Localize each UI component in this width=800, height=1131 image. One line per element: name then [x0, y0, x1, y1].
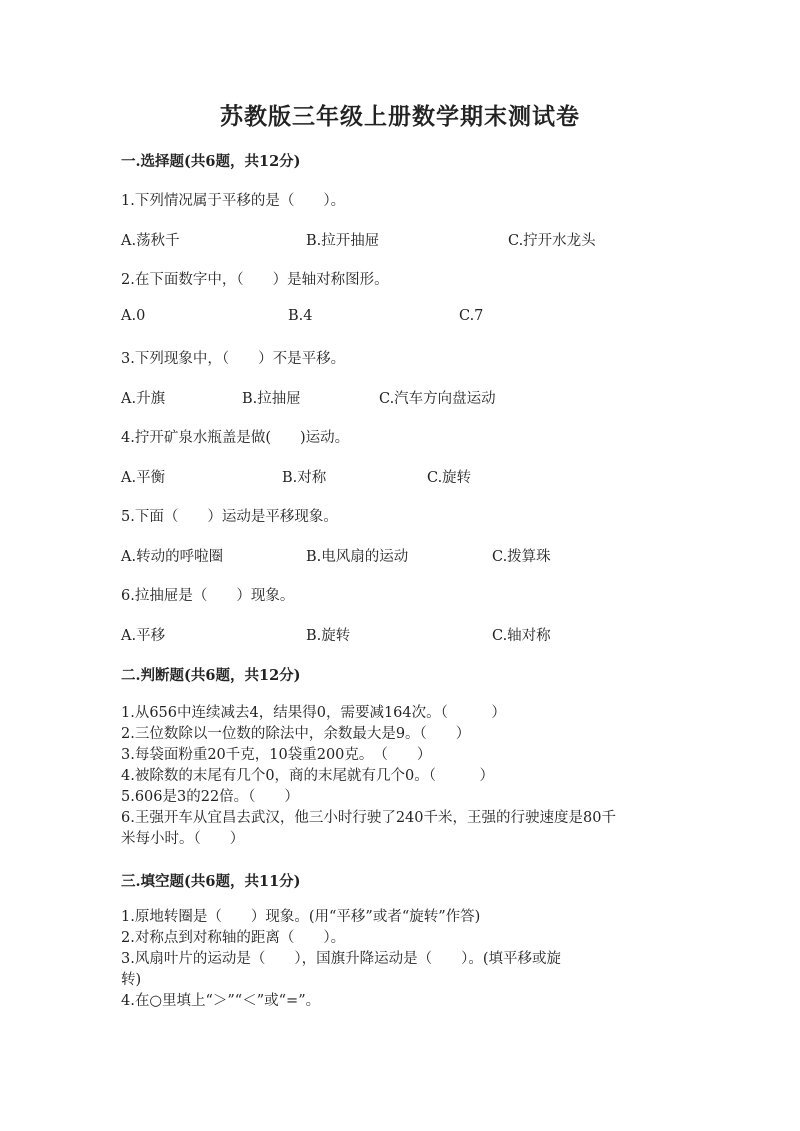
option-b: B.对称	[282, 470, 327, 486]
judge-item: 2.三位数除以一位数的除法中，余数最大是9。（ ）	[121, 726, 471, 742]
section-heading-judge: 二.判断题(共6题，共12分)	[121, 667, 301, 684]
judge-item: 5.606是3的22倍。（ ）	[121, 789, 299, 805]
option-b: B.电风扇的运动	[306, 549, 409, 565]
option-a: A.荡秋千	[121, 233, 180, 249]
section-heading-fill: 三.填空题(共6题，共11分)	[121, 873, 301, 890]
question-stem: 3.下列现象中，（ ）不是平移。	[121, 351, 346, 367]
question-stem: 2.在下面数字中，（ ）是轴对称图形。	[121, 272, 389, 288]
judge-item: 3.每袋面粉重20千克，10袋重200克。 （ ）	[121, 747, 432, 763]
option-a: A.平移	[121, 628, 166, 644]
judge-item-continuation: 米每小时。（ ）	[121, 831, 245, 847]
option-c: C.轴对称	[492, 628, 551, 644]
judge-item: 1.从656中连续减去4，结果得0，需要减164次。（ ）	[121, 705, 506, 721]
option-a: A.升旗	[121, 391, 166, 407]
fill-item-continuation: 转)	[121, 972, 142, 988]
option-a: A.平衡	[121, 470, 166, 486]
question-stem: 1.下列情况属于平移的是（ ）。	[121, 193, 346, 209]
option-a: A.0	[121, 308, 146, 324]
option-c: C.旋转	[427, 470, 472, 486]
option-c: C.拧开水龙头	[508, 233, 596, 249]
fill-item: 1.原地转圈是（ ）现象。(用“平移”或者“旋转”作答)	[121, 909, 481, 925]
option-b: B.拉开抽屉	[306, 233, 380, 249]
question-stem: 6.拉抽屉是（ ）现象。	[121, 588, 295, 604]
option-b: B.旋转	[306, 628, 351, 644]
section-heading-choice: 一.选择题(共6题，共12分)	[121, 153, 301, 170]
fill-item: 2.对称点到对称轴的距离（ ）。	[121, 930, 346, 946]
page-title: 苏教版三年级上册数学期末测试卷	[220, 103, 580, 130]
option-c: C.拨算珠	[492, 549, 551, 565]
option-a: A.转动的呼啦圈	[121, 549, 224, 565]
judge-item: 4.被除数的末尾有几个0，商的末尾就有几个0。（ ）	[121, 768, 495, 784]
fill-item: 3.风扇叶片的运动是（ ），国旗升降运动是（ ）。(填平移或旋	[121, 951, 561, 967]
option-b: B.4	[288, 308, 313, 324]
question-stem: 4.拧开矿泉水瓶盖是做( )运动。	[121, 430, 350, 446]
judge-item: 6.王强开车从宜昌去武汉，他三小时行驶了240千米，王强的行驶速度是80千	[121, 810, 616, 826]
question-stem: 5.下面（ ）运动是平移现象。	[121, 509, 338, 525]
option-c: C.汽车方向盘运动	[379, 391, 496, 407]
fill-item: 4.在○里填上“＞”“＜”或“=”。	[121, 993, 321, 1009]
option-b: B.拉抽屉	[242, 391, 301, 407]
option-c: C.7	[459, 308, 484, 324]
